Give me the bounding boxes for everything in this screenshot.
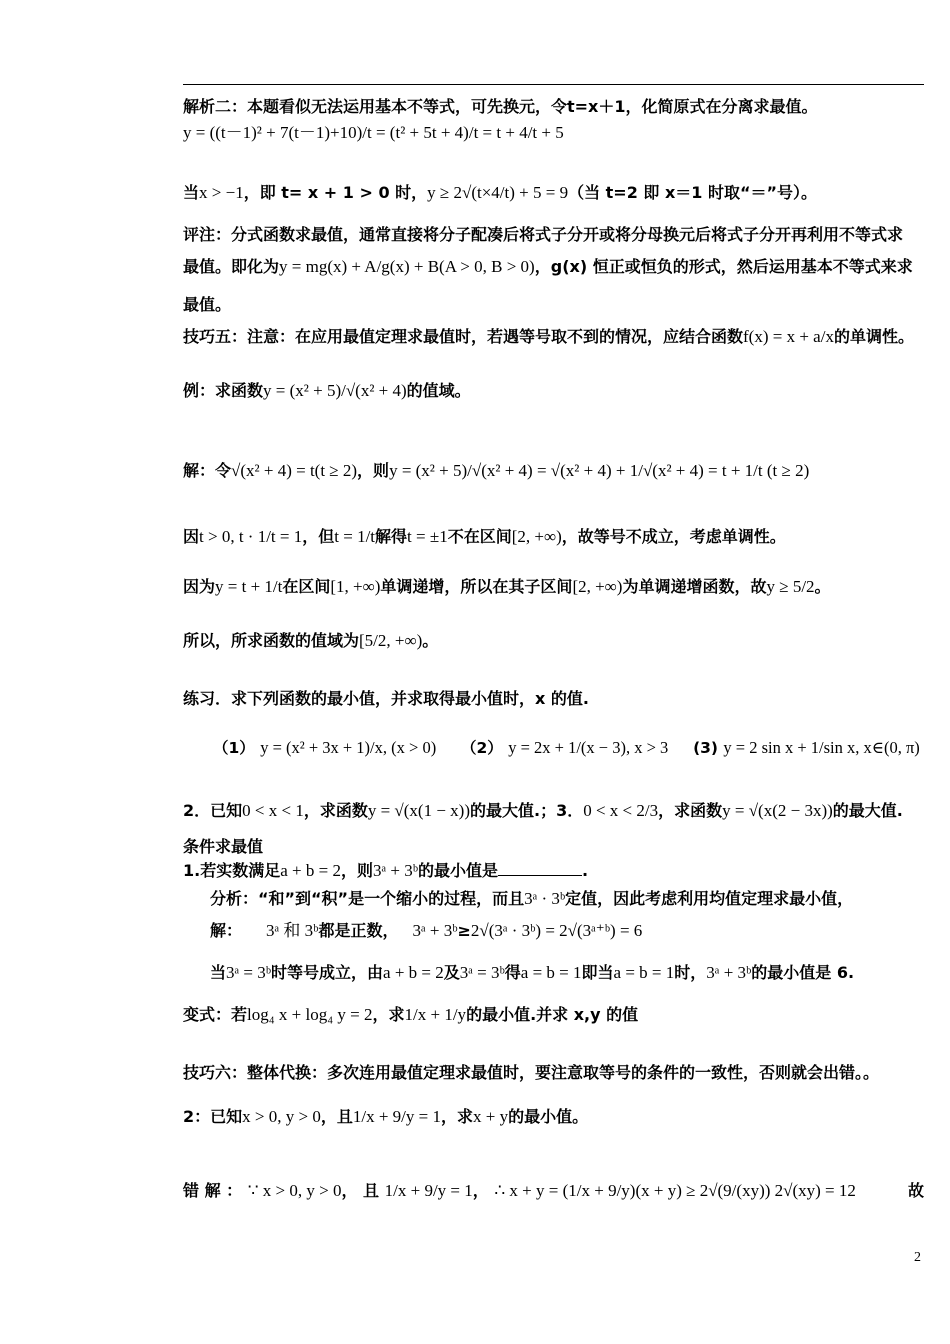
text: （1） [213,739,255,757]
text: ，且 [320,1107,353,1126]
text: 及 [443,963,460,982]
text: 2：已知 [183,1107,243,1126]
text: 技巧五：注意：在应用最值定理求最值时，若遇等号取不到的情况，应结合函数 [183,327,744,346]
text: 因为 [183,577,216,596]
text: ，即 t= x + 1 > 0 时， [243,183,428,202]
answer-blank [498,861,582,876]
analysis-line [210,886,853,909]
text: (3) [693,739,719,757]
math-expression: log₄ x + log₄ y = 2 [247,1005,373,1024]
exercise-heading [183,686,589,709]
comment-line-2 [183,254,913,277]
text: 的最小值是 [417,861,498,880]
text: 变式：若 [183,1005,248,1024]
text: 的最小值。 [508,1107,589,1126]
equality-condition [210,960,854,983]
text: 解析二：本题看似无法运用基本不等式，可先换元，令t=x＋1，化简原式在分离求最值。 [183,97,818,116]
text: 因 [183,527,200,546]
math-expression: y = ((t－1)² + 7(t－1)+10)/t = (t² + 5t + 4)/t = t + 4/t + 5 [183,123,564,142]
math-expression: 3ᵃ 和 3ᵇ [266,921,319,940]
math-expression: 3ᵃ = 3ᵇ [226,963,272,982]
math-expression: y ≥ 2√(t×4/t) + 5 = 9 [427,183,569,202]
text: 的单调性。 [833,327,914,346]
text: ，求 [372,1005,405,1024]
text: 得 [504,963,521,982]
text: 最值。 [183,295,232,314]
technique-five [183,324,914,347]
page-number: 2 [914,1250,921,1265]
text: 的最小值是 6. [751,963,855,982]
text: 单调递增，所以在其子区间 [380,577,573,596]
problem-one [183,858,588,881]
monotonic-line [183,574,831,597]
text: 时， [674,963,707,982]
math-expression: 1/x + 1/y [404,1005,467,1024]
math-expression: a = b = 1 [520,963,582,982]
text: 例：求函数 [183,381,264,400]
wrong-solution [183,1178,924,1201]
math-expression: y = √(x(2 − 3x)) [722,801,833,820]
text: 解：令 [183,461,232,480]
text: ≥ [457,921,471,940]
text: 所以，所求函数的值域为 [183,631,360,650]
math-expression: √(x² + 4) = t(t ≥ 2) [231,461,358,480]
math-expression: ∵ x > 0, y > 0 [247,1181,342,1200]
text: ， [472,1181,489,1200]
header-rule [183,84,924,85]
solution-two-intro [183,94,818,117]
math-expression: a + b = 2 [383,963,444,982]
math-expression: a = b = 1 [613,963,675,982]
text: 。 [814,577,831,596]
math-expression: y = mg(x) + A/g(x) + B(A > 0, B > 0) [279,257,535,276]
math-expression: 0 < x < 2/3 [583,801,659,820]
text: 的最大值.；3． [470,801,584,820]
math-expression: [2, +∞) [511,527,562,546]
text: （2） [461,739,503,757]
text: 都是正数， [318,921,399,940]
text: ，求函数 [303,801,368,820]
math-expression: x + y [472,1107,509,1126]
math-expression: y = (x² + 3x + 1)/x, (x > 0) [260,738,437,757]
math-expression: f(x) = x + a/x [743,327,834,346]
text: ，则 [340,861,373,880]
text: ，故等号不成立，考虑单调性。 [561,527,786,546]
math-expression: y = 2x + 1/(x − 3), x > 3 [508,738,669,757]
math-expression: 2√(3ᵃ · 3ᵇ) = 2√(3ᵃ⁺ᵇ) = 6 [470,921,643,940]
text: 在区间 [282,577,331,596]
math-expression: 3ᵃ + 3ᵇ [372,861,418,880]
text: 1.若实数满足 [183,861,281,880]
text: ，求函数 [658,801,723,820]
math-expression: 3ᵃ = 3ᵇ [459,963,505,982]
variant-line [183,1002,638,1025]
math-expression: t > 0, t · 1/t = 1 [199,527,303,546]
text: 条件求最值 [183,837,264,856]
math-expression: 0 < x < 1 [242,801,304,820]
text: 的最小值.并求 x,y 的值 [466,1005,639,1024]
example-line [183,378,471,401]
math-expression: [1, +∞) [330,577,381,596]
math-expression: y = (x² + 5)/√(x² + 4) [263,381,407,400]
math-expression: ∴ x + y = (1/x + 9/y)(x + y) ≥ 2√(9/(xy)) 2√(xy) = 12 [494,1181,856,1200]
text: 错 解 ： [183,1181,243,1200]
text: . [581,861,589,880]
math-expression: 1/x + 9/y = 1 [384,1181,473,1200]
solution-line [210,916,642,941]
text: 时等号成立，由 [271,963,384,982]
math-expression: y ≥ 5/2 [766,577,815,596]
section-title [183,834,263,857]
math-expression: y = (x² + 5)/√(x² + 4) = √(x² + 4) + 1/√(x² + 4) = t + 1/t (t ≥ 2) [389,461,810,480]
math-expression: [5/2, +∞) [359,631,423,650]
exercise-max [183,798,903,821]
exercise-items [213,736,920,758]
condition-line [183,180,817,203]
text: 评注：分式函数求最值，通常直接将分子配凑后将式子分开或将分母换元后将式子分开再利用不等式求 [183,225,904,244]
problem-two [183,1104,588,1127]
text: 2．已知 [183,801,243,820]
text: 故 [907,1181,924,1200]
text: （当 t=2 即 x＝1 时取“＝”号）。 [568,183,818,202]
text: 定值，因此考虑利用均值定理求最小值， [565,889,854,908]
text: ， 且 [341,1181,380,1200]
math-expression: x > −1 [199,183,244,202]
text: 的值域。 [406,381,471,400]
technique-six [183,1060,879,1083]
text: 当 [210,963,227,982]
text: ，求 [440,1107,473,1126]
math-expression: [2, +∞) [572,577,623,596]
text: 解： [210,921,243,940]
text: ，g(x) 恒正或恒负的形式，然后运用基本不等式来求 [534,257,913,276]
text: 为单调递增函数，故 [622,577,767,596]
text: ，但 [302,527,335,546]
text: 练习．求下列函数的最小值，并求取得最小值时，x 的值. [183,689,589,708]
math-expression: t = 1/t [334,527,376,546]
math-expression: y = t + 1/t [215,577,283,596]
text: 技巧六：整体代换：多次连用最值定理求最值时，要注意取等号的条件的一致性，否则就会出错。。 [183,1063,880,1082]
text: 当 [183,183,200,202]
text: 解得 [375,527,408,546]
comment-line-1 [183,222,903,245]
text: 的最大值. [832,801,903,820]
math-expression: 3ᵃ + 3ᵇ [706,963,752,982]
math-expression: x > 0, y > 0 [242,1107,321,1126]
math-expression: 3ᵃ · 3ᵇ [524,889,566,908]
range-conclusion [183,628,438,651]
text: 分析：“和”到“积”是一个缩小的过程，而且 [210,889,525,908]
math-expression: a + b = 2 [280,861,341,880]
math-expression: y = √(x(1 − x)) [367,801,470,820]
equality-check [183,524,786,547]
math-expression: t = ±1 [407,527,448,546]
text: 。 [422,631,439,650]
text: ，则 [357,461,390,480]
math-expression: 1/x + 9/y = 1 [352,1107,441,1126]
math-expression: 3ᵃ + 3ᵇ [412,921,458,940]
example-solution [183,458,809,481]
text: 不在区间 [447,527,512,546]
comment-line-3 [183,292,231,315]
text: 最值。即化为 [183,257,280,276]
math-expression: y = 2 sin x + 1/sin x, x∈(0, π) [723,738,920,757]
text: 即当 [581,963,614,982]
formula-substitution [183,118,564,143]
